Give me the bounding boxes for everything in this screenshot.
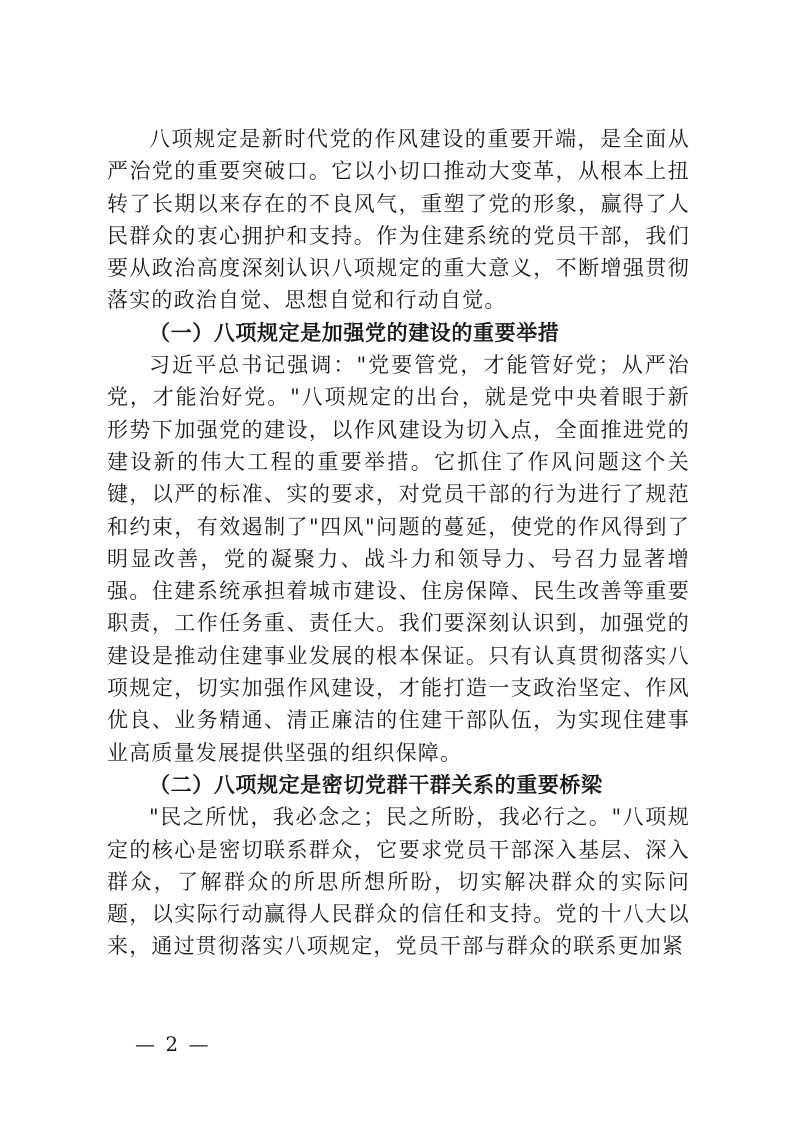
section-heading-2: （二）八项规定是密切党群干群关系的重要桥梁	[149, 772, 603, 797]
section-body-2: "民之所忧，我必念之；民之所盼，我必行之。"八项规定的核心是密切联系群众，它要求党员干部深入基层、深入群众，了解群众的所思所想所盼，切实解决群众的实际问题，以实际行动赢得人民群众的信任和支持。党的十八大以来，通过贯彻落实八项规定，党员干部与群众的联系更加紧	[107, 805, 690, 959]
document-body	[107, 123, 690, 963]
section-body-1: 习近平总书记强调："党要管党，才能管好党；从严治党，才能治好党。"八项规定的出台，就是党中央着眼于新形势下加强党的建设，以作风建设为切入点，全面推进党的建设新的伟大工程的重要举措。它抓住了作风问题这个关键，以严的标准、实的要求，对党员干部的行为进行了规范和约束，有效遏制了"四风"问题的蔓延，使党的作风得到了明显改善，党的凝聚力、战斗力和领导力、号召力显著增强。住建系统承担着城市建设、住房保障、民生改善等重要职责，工作任务重、责任大。我们要深刻认识到，加强党的建设是推动住建事业发展的根本保证。只有认真贯彻落实八项规定，切实加强作风建设，才能打造一支政治坚定、作风优良、业务精通、清正廉洁的住建干部队伍，为实现住建事业高质量发展提供坚强的组织保障。	[107, 353, 690, 765]
section-heading-1: （一）八项规定是加强党的建设的重要举措	[149, 320, 560, 345]
page-number: — 2 —	[135, 1032, 211, 1056]
intro-paragraph: 八项规定是新时代党的作风建设的重要开端，是全面从严治党的重要突破口。它以小切口推动大变革，从根本上扭转了长期以来存在的不良风气，重塑了党的形象，赢得了人民群众的衷心拥护和支持。作为住建系统的党员干部，我们要从政治高度深刻认识八项规定的重大意义，不断增强贯彻落实的政治自觉、思想自觉和行动自觉。	[107, 127, 690, 313]
